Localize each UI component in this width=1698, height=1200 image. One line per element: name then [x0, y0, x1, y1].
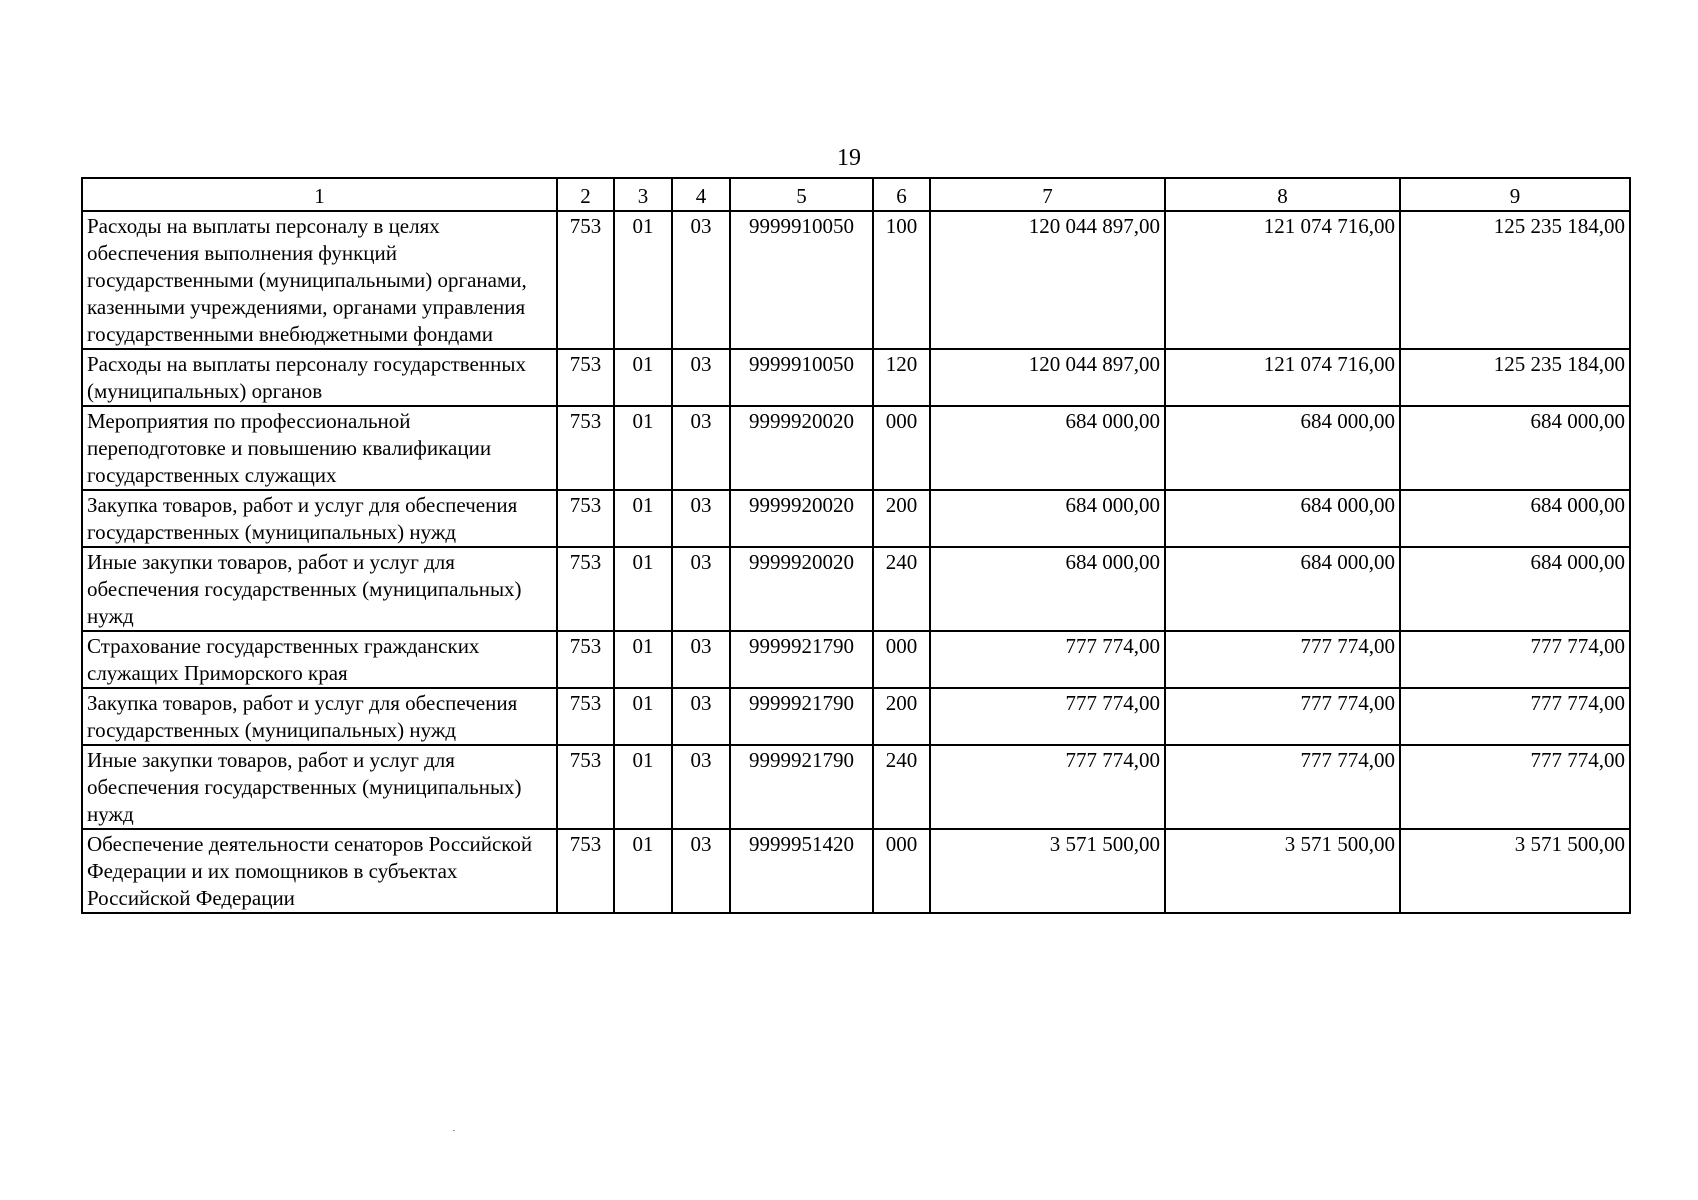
code-4-cell: 03 — [672, 211, 730, 349]
code-4-cell: 03 — [672, 829, 730, 913]
code-6-cell: 000 — [873, 631, 930, 688]
code-3-cell: 01 — [614, 547, 672, 631]
code-2-cell: 753 — [557, 349, 614, 406]
code-4-cell: 03 — [672, 349, 730, 406]
amount-7-cell: 684 000,00 — [930, 406, 1165, 490]
amount-7-cell: 120 044 897,00 — [930, 211, 1165, 349]
column-header: 1 — [82, 178, 557, 211]
column-header: 7 — [930, 178, 1165, 211]
amount-8-cell: 777 774,00 — [1165, 745, 1400, 829]
code-5-cell: 9999951420 — [730, 829, 873, 913]
code-2-cell: 753 — [557, 829, 614, 913]
code-4-cell: 03 — [672, 547, 730, 631]
amount-7-cell: 777 774,00 — [930, 688, 1165, 745]
code-2-cell: 753 — [557, 745, 614, 829]
table-row — [82, 490, 1630, 547]
code-5-cell: 9999910050 — [730, 211, 873, 349]
code-4-cell: 03 — [672, 406, 730, 490]
code-3-cell: 01 — [614, 829, 672, 913]
row-name-cell: Иные закупки товаров, работ и услуг для обеспечения государственных (муниципальных) нужд — [82, 745, 557, 829]
amount-9-cell: 684 000,00 — [1400, 490, 1630, 547]
table-row — [82, 349, 1630, 406]
code-2-cell: 753 — [557, 688, 614, 745]
code-6-cell: 200 — [873, 490, 930, 547]
row-name-cell: Иные закупки товаров, работ и услуг для обеспечения государственных (муниципальных) нужд — [82, 547, 557, 631]
row-name-cell: Расходы на выплаты персоналу государственных (муниципальных) органов — [82, 349, 557, 406]
code-3-cell: 01 — [614, 349, 672, 406]
amount-9-cell: 125 235 184,00 — [1400, 211, 1630, 349]
column-header: 9 — [1400, 178, 1630, 211]
code-5-cell: 9999910050 — [730, 349, 873, 406]
amount-8-cell: 777 774,00 — [1165, 631, 1400, 688]
amount-9-cell: 3 571 500,00 — [1400, 829, 1630, 913]
code-5-cell: 9999920020 — [730, 490, 873, 547]
code-6-cell: 120 — [873, 349, 930, 406]
code-4-cell: 03 — [672, 490, 730, 547]
table-row — [82, 745, 1630, 829]
code-3-cell: 01 — [614, 745, 672, 829]
amount-7-cell: 3 571 500,00 — [930, 829, 1165, 913]
row-name-cell: Мероприятия по профессиональной переподготовке и повышению квалификации государственных служащих — [82, 406, 557, 490]
code-6-cell: 240 — [873, 547, 930, 631]
code-6-cell: 200 — [873, 688, 930, 745]
code-6-cell: 000 — [873, 829, 930, 913]
row-name-cell: Закупка товаров, работ и услуг для обеспечения государственных (муниципальных) нужд — [82, 688, 557, 745]
amount-9-cell: 684 000,00 — [1400, 547, 1630, 631]
code-2-cell: 753 — [557, 547, 614, 631]
amount-9-cell: 684 000,00 — [1400, 406, 1630, 490]
table-row — [82, 829, 1630, 913]
amount-8-cell: 121 074 716,00 — [1165, 349, 1400, 406]
amount-9-cell: 777 774,00 — [1400, 745, 1630, 829]
code-5-cell: 9999921790 — [730, 631, 873, 688]
code-2-cell: 753 — [557, 211, 614, 349]
amount-7-cell: 684 000,00 — [930, 547, 1165, 631]
table-row — [82, 631, 1630, 688]
table-row — [82, 406, 1630, 490]
amount-8-cell: 684 000,00 — [1165, 490, 1400, 547]
column-header: 8 — [1165, 178, 1400, 211]
code-2-cell: 753 — [557, 406, 614, 490]
row-name-cell: Страхование государственных гражданских служащих Приморского края — [82, 631, 557, 688]
code-3-cell: 01 — [614, 490, 672, 547]
amount-8-cell: 121 074 716,00 — [1165, 211, 1400, 349]
code-3-cell: 01 — [614, 631, 672, 688]
code-3-cell: 01 — [614, 406, 672, 490]
amount-7-cell: 684 000,00 — [930, 490, 1165, 547]
code-3-cell: 01 — [614, 688, 672, 745]
amount-8-cell: 777 774,00 — [1165, 688, 1400, 745]
column-header: 3 — [614, 178, 672, 211]
amount-8-cell: 684 000,00 — [1165, 406, 1400, 490]
code-5-cell: 9999920020 — [730, 406, 873, 490]
code-5-cell: 9999921790 — [730, 688, 873, 745]
code-4-cell: 03 — [672, 688, 730, 745]
amount-8-cell: 3 571 500,00 — [1165, 829, 1400, 913]
code-5-cell: 9999921790 — [730, 745, 873, 829]
row-name-cell: Закупка товаров, работ и услуг для обеспечения государственных (муниципальных) нужд — [82, 490, 557, 547]
column-header: 5 — [730, 178, 873, 211]
row-name-cell: Обеспечение деятельности сенаторов Российской Федерации и их помощников в субъектах Российской Федерации — [82, 829, 557, 913]
amount-9-cell: 777 774,00 — [1400, 631, 1630, 688]
table-row — [82, 211, 1630, 349]
code-3-cell: 01 — [614, 211, 672, 349]
code-6-cell: 000 — [873, 406, 930, 490]
column-header: 6 — [873, 178, 930, 211]
table-row — [82, 688, 1630, 745]
table-body — [82, 211, 1630, 913]
amount-9-cell: 125 235 184,00 — [1400, 349, 1630, 406]
code-2-cell: 753 — [557, 631, 614, 688]
amount-7-cell: 777 774,00 — [930, 745, 1165, 829]
amount-7-cell: 777 774,00 — [930, 631, 1165, 688]
amount-8-cell: 684 000,00 — [1165, 547, 1400, 631]
row-name-cell: Расходы на выплаты персоналу в целях обеспечения выполнения функций государственными (муниципальными) органами, казенными учреждениями, органами управления государственными внебюджетными фондами — [82, 211, 557, 349]
amount-7-cell: 120 044 897,00 — [930, 349, 1165, 406]
column-header: 4 — [672, 178, 730, 211]
code-4-cell: 03 — [672, 745, 730, 829]
code-6-cell: 100 — [873, 211, 930, 349]
amount-9-cell: 777 774,00 — [1400, 688, 1630, 745]
code-5-cell: 9999920020 — [730, 547, 873, 631]
budget-table — [81, 177, 1631, 914]
code-2-cell: 753 — [557, 490, 614, 547]
code-6-cell: 240 — [873, 745, 930, 829]
page-number: 19 — [837, 145, 861, 171]
column-header: 2 — [557, 178, 614, 211]
scan-artifact — [453, 1130, 455, 1131]
code-4-cell: 03 — [672, 631, 730, 688]
table-row — [82, 547, 1630, 631]
header-row — [82, 178, 1630, 211]
